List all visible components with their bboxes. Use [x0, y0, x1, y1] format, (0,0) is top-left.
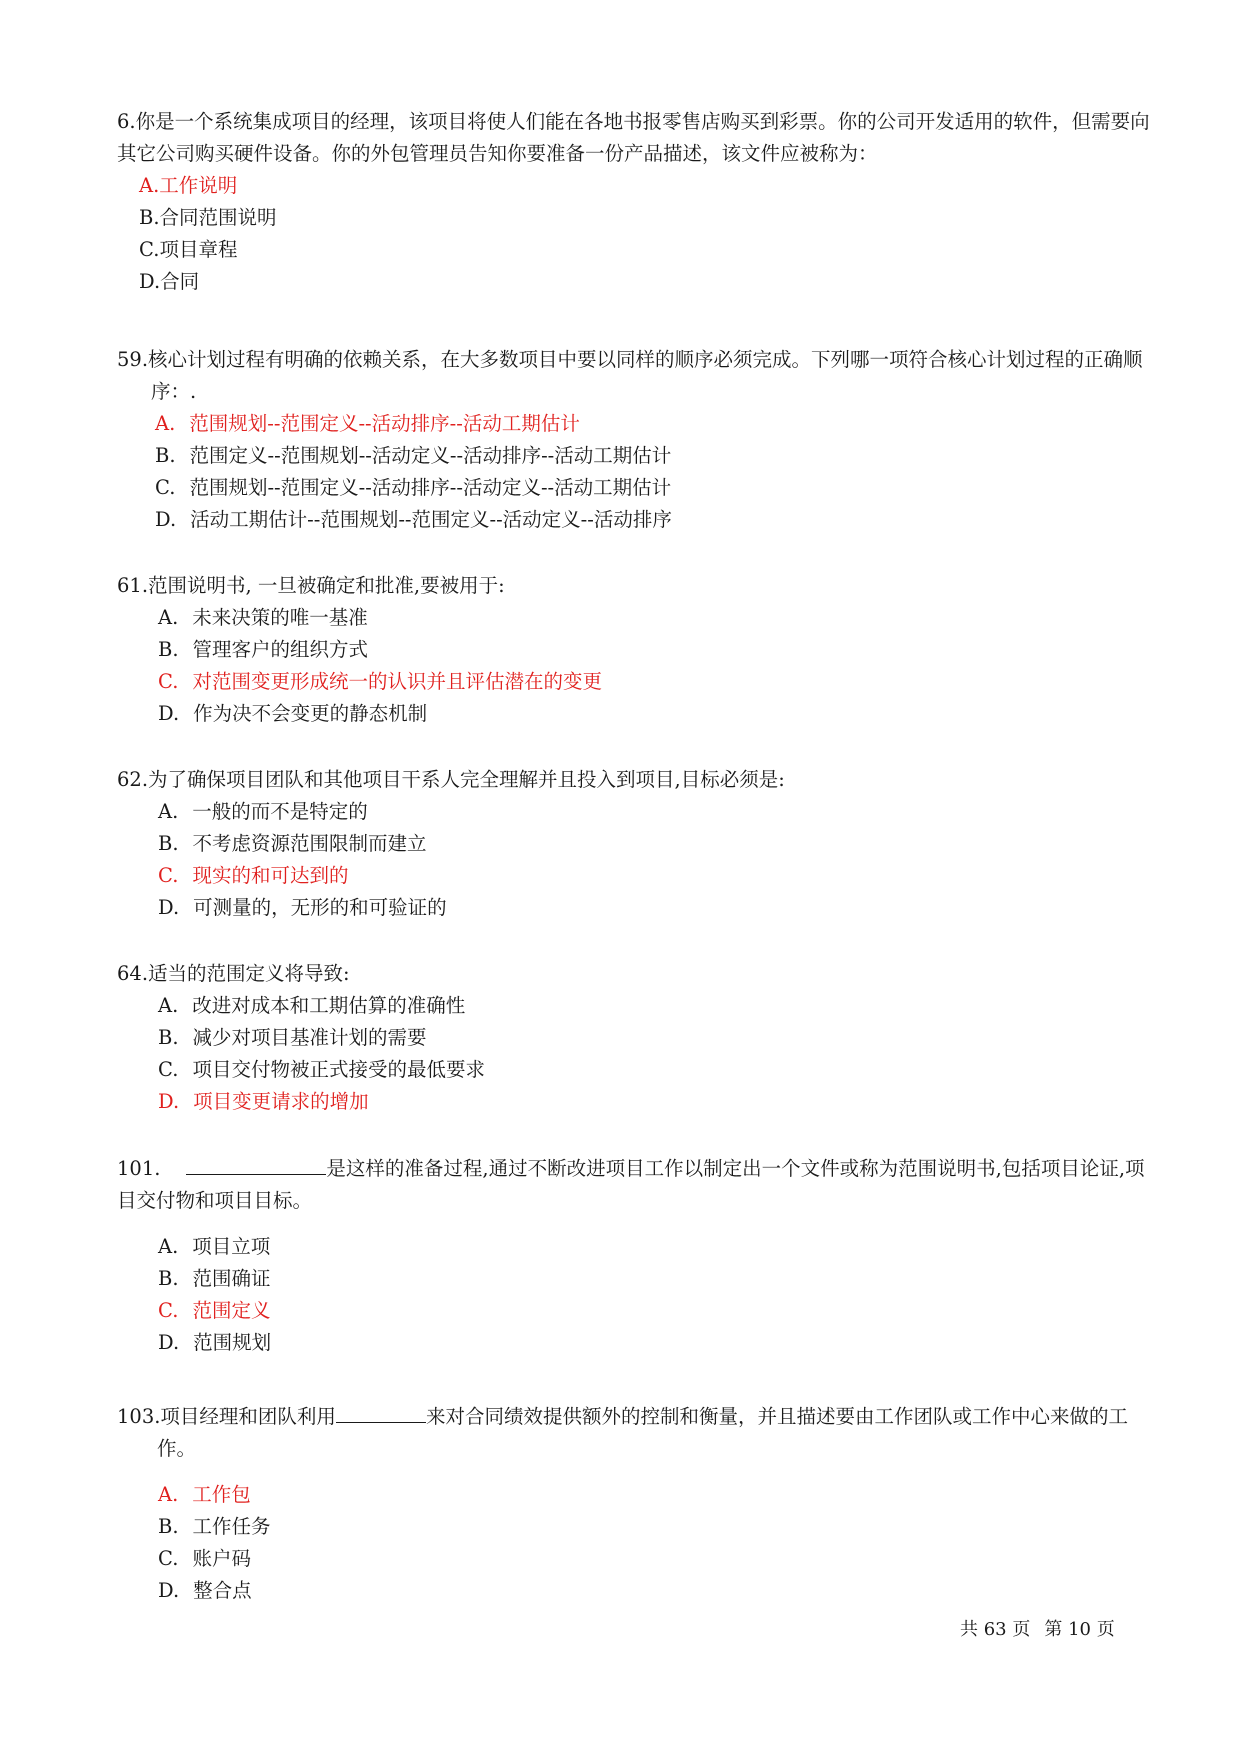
question-stem	[117, 958, 1157, 990]
question-stem	[117, 570, 1157, 602]
option-text: 范围定义--范围规划--活动定义--活动排序--活动工期估计	[189, 444, 672, 467]
option-label: A.	[158, 606, 179, 629]
option-label: C.	[158, 1547, 179, 1570]
option-label: B.	[158, 638, 179, 661]
option-d[interactable]	[158, 698, 1157, 730]
option-label: C.	[158, 670, 179, 693]
option-text: 不考虑资源范围限制而建立	[192, 832, 427, 855]
option-d[interactable]	[155, 504, 1157, 536]
option-label: C.	[158, 1058, 179, 1081]
option-label: C.	[139, 238, 160, 261]
option-b[interactable]	[158, 828, 1157, 860]
question-text: 你是一个系统集成项目的经理，该项目将使人们能在各地书报零售店购买到彩票。你的公司开发适用的软件，但需要向其它公司购买硬件设备。你的外包管理员告知你要准备一份产品描述，该文件应被称为：	[117, 110, 1150, 165]
option-a[interactable]	[158, 1231, 1157, 1263]
option-text: 一般的而不是特定的	[192, 800, 368, 823]
option-a[interactable]	[139, 170, 1157, 202]
total-pages: 共 63 页	[960, 1619, 1031, 1640]
option-a[interactable]	[158, 1479, 1157, 1511]
question-103	[117, 1400, 1157, 1607]
question-text: 适当的范围定义将导致:	[148, 962, 350, 985]
option-text: 未来决策的唯一基准	[192, 606, 368, 629]
question-text: 范围说明书, 一旦被确定和批准,要被用于:	[148, 574, 505, 597]
option-label: D.	[139, 270, 161, 293]
option-b[interactable]	[158, 1263, 1157, 1295]
question-number: 61.	[117, 574, 149, 597]
option-a[interactable]	[158, 602, 1157, 634]
option-label: C.	[158, 864, 179, 887]
question-61	[117, 570, 1157, 730]
option-text: 工作包	[192, 1483, 251, 1506]
option-label: A.	[155, 412, 176, 435]
option-text: 范围规划--范围定义--活动排序--活动工期估计	[189, 412, 580, 435]
option-d[interactable]	[158, 1086, 1157, 1118]
option-text: 范围规划--范围定义--活动排序--活动定义--活动工期估计	[189, 476, 672, 499]
option-c[interactable]	[158, 860, 1157, 892]
option-d[interactable]	[158, 1327, 1157, 1359]
current-page: 第 10 页	[1044, 1619, 1115, 1640]
option-d[interactable]	[139, 266, 1157, 298]
option-list	[117, 170, 1157, 298]
option-a[interactable]	[158, 990, 1157, 1022]
question-stem	[117, 344, 1157, 408]
option-label: A.	[139, 174, 160, 197]
option-text: 项目立项	[192, 1235, 271, 1258]
option-text: 项目交付物被正式接受的最低要求	[192, 1058, 485, 1081]
option-text: 范围规划	[193, 1331, 272, 1354]
option-text: 可测量的，无形的和可验证的	[193, 896, 447, 919]
option-list	[117, 796, 1157, 924]
fill-in-blank	[336, 1400, 426, 1423]
question-number: 62.	[117, 768, 149, 791]
option-c[interactable]	[158, 666, 1157, 698]
option-label: B.	[158, 1026, 179, 1049]
page-footer	[960, 1618, 1160, 1642]
question-101	[117, 1152, 1157, 1359]
option-label: A.	[158, 800, 179, 823]
option-list	[117, 408, 1157, 536]
option-text: 项目章程	[159, 238, 238, 261]
option-label: B.	[155, 444, 176, 467]
option-label: A.	[158, 994, 179, 1017]
question-number: 103.	[117, 1405, 161, 1428]
option-label: D.	[158, 1090, 180, 1113]
option-list	[117, 990, 1157, 1118]
option-text: 减少对项目基准计划的需要	[192, 1026, 427, 1049]
option-text: 项目变更请求的增加	[193, 1090, 369, 1113]
option-text: 整合点	[193, 1579, 252, 1602]
question-number: 59.	[117, 348, 149, 371]
question-number: 101.	[117, 1157, 161, 1180]
option-b[interactable]	[139, 202, 1157, 234]
question-stem	[117, 106, 1157, 170]
option-a[interactable]	[155, 408, 1157, 440]
option-text: 对范围变更形成统一的认识并且评估潜在的变更	[192, 670, 602, 693]
option-text: 作为决不会变更的静态机制	[193, 702, 428, 725]
question-number: 6.	[117, 110, 136, 133]
question-stem	[117, 1152, 1157, 1217]
option-label: D.	[158, 896, 180, 919]
question-text: 项目经理和团队利用	[160, 1405, 336, 1428]
option-c[interactable]	[158, 1054, 1157, 1086]
option-text: 范围定义	[192, 1299, 271, 1322]
question-text: 为了确保项目团队和其他项目干系人完全理解并且投入到项目,目标必须是:	[148, 768, 785, 791]
option-text: 范围确证	[192, 1267, 271, 1290]
option-label: B.	[158, 1515, 179, 1538]
option-d[interactable]	[158, 892, 1157, 924]
option-text: 合同	[160, 270, 200, 293]
option-text: 活动工期估计--范围规划--范围定义--活动定义--活动排序	[190, 508, 672, 531]
option-a[interactable]	[158, 796, 1157, 828]
option-c[interactable]	[155, 472, 1157, 504]
option-label: C.	[155, 476, 176, 499]
question-62	[117, 764, 1157, 924]
option-b[interactable]	[158, 1022, 1157, 1054]
question-59	[117, 344, 1157, 536]
option-label: B.	[139, 206, 160, 229]
option-list	[117, 602, 1157, 730]
option-b[interactable]	[158, 634, 1157, 666]
option-b[interactable]	[155, 440, 1157, 472]
option-text: 改进对成本和工期估算的准确性	[192, 994, 466, 1017]
option-label: D.	[158, 1579, 180, 1602]
option-text: 工作任务	[192, 1515, 271, 1538]
option-text: 管理客户的组织方式	[192, 638, 369, 661]
option-text: 账户码	[192, 1547, 251, 1570]
option-label: A.	[158, 1235, 179, 1258]
option-text: 工作说明	[159, 174, 238, 197]
option-text: 现实的和可达到的	[192, 864, 349, 887]
option-c[interactable]	[158, 1543, 1157, 1575]
question-64	[117, 958, 1157, 1118]
question-6	[117, 106, 1157, 298]
option-label: D.	[158, 1331, 180, 1354]
option-label: B.	[158, 1267, 179, 1290]
option-label: D.	[158, 702, 180, 725]
option-list	[117, 1479, 1157, 1607]
option-label: A.	[158, 1483, 179, 1506]
question-text-continued: 来对合同绩效提供额外的控制和衡量，并且描述要由工作团队或工作中心来做的工作。	[157, 1405, 1128, 1460]
question-number: 64.	[117, 962, 149, 985]
option-list	[117, 1231, 1157, 1359]
question-stem	[117, 1400, 1157, 1465]
option-label: D.	[155, 508, 177, 531]
option-b[interactable]	[158, 1511, 1157, 1543]
fill-in-blank	[186, 1152, 326, 1175]
option-label: B.	[158, 832, 179, 855]
option-c[interactable]	[139, 234, 1157, 266]
question-text: 是这样的准备过程,通过不断改进项目工作以制定出一个文件或称为范围说明书,包括项目论证,项目交付物和项目目标。	[117, 1157, 1145, 1212]
option-c[interactable]	[158, 1295, 1157, 1327]
question-text: 核心计划过程有明确的依赖关系，在大多数项目中要以同样的顺序必须完成。下列哪一项符合核心计划过程的正确顺序：.	[148, 348, 1143, 403]
option-text: 合同范围说明	[159, 206, 277, 229]
question-stem	[117, 764, 1157, 796]
option-d[interactable]	[158, 1575, 1157, 1607]
option-label: C.	[158, 1299, 179, 1322]
